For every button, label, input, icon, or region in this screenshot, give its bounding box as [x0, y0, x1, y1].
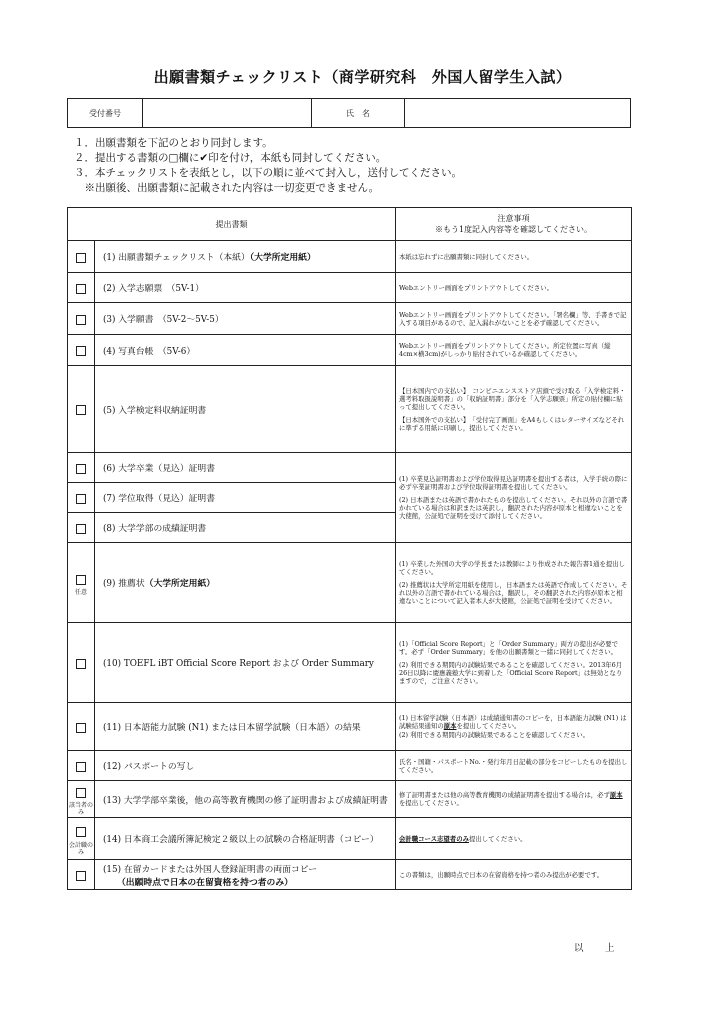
checkbox[interactable]	[76, 788, 86, 798]
table-row	[68, 781, 632, 818]
instruction-line: ※出願後、出願書類に記載された内容は一切変更できません。	[74, 182, 380, 194]
table-row	[68, 366, 632, 453]
checklist-table	[67, 207, 632, 890]
table-row	[68, 703, 632, 751]
table-row	[68, 623, 632, 703]
document-label: (13) 大学学部卒業後，他の高等教育機関の修了証明書および成績証明書	[103, 795, 388, 806]
checkbox[interactable]	[76, 346, 86, 356]
table-row	[68, 818, 632, 860]
eligibility-label: 該当者のみ	[69, 802, 94, 816]
document-label: (5) 入学検定料収納証明書	[103, 405, 207, 416]
note-text: Webエントリー画面をプリントアウトしてください。所定位置に写真（縦4cm×横3cm)がしっかり貼付されているか確認してください。	[399, 342, 611, 358]
note-text: 氏名・国籍・パスポートNo.・発行年月日記載の部分をコピーしたものを提出してください。	[399, 757, 628, 774]
checkbox[interactable]	[76, 524, 86, 534]
note-text: この書類は，出願時点で日本の在留資格を持つ者のみ提出が必要です。	[399, 870, 603, 879]
instruction-line: ２．提出する書類の□欄に✔印を付け，本紙も同封してください。	[74, 152, 387, 164]
document-label-bold: （大学所定用紙）	[144, 579, 216, 589]
instruction-line: １．出願書類を下記のとおり同封します。	[74, 137, 273, 149]
document-label: (12) パスポートの写し	[103, 762, 195, 772]
table-row	[68, 335, 632, 366]
checkbox[interactable]	[76, 464, 86, 474]
table-row	[68, 751, 632, 781]
name-label: 氏 名	[312, 99, 405, 128]
footer-end-mark: 以 上	[574, 943, 621, 954]
checkbox[interactable]	[76, 575, 86, 585]
instructions	[74, 136, 462, 196]
note-text: (2) 日本語または英語で書かれたものを提出してください。それ以外の言語で書かれている場合は和訳または英訳し，翻訳された内容が原本と相違ないことを大使館，公証処で証明を受けて添付してください。	[399, 496, 628, 520]
notes-header-sub: ※もう1度記入内容等を確認してください。	[434, 225, 593, 234]
eligibility-label: 会計職のみ	[69, 841, 94, 856]
checkbox[interactable]	[76, 762, 86, 772]
table-row	[68, 241, 632, 273]
checkbox[interactable]	[76, 315, 86, 325]
document-label: (8) 大学学部の成績証明書	[103, 524, 207, 534]
note-text: 【日本国外での支払い】 「受付完了画面」をA4もしくはレターサイズなどそれに準ずる用紙に印刷し，提出してください。	[399, 415, 625, 432]
note-text: 提出してください。	[468, 834, 527, 843]
checkbox[interactable]	[76, 871, 86, 881]
document-label: (7) 学位取得（見込）証明書	[103, 494, 216, 504]
note-emphasis: 原本	[609, 791, 623, 799]
document-label: (10) TOEFL iBT Official Score Report および Order Summary	[103, 659, 374, 669]
instruction-line: ３．本チェックリストを表紙とし，以下の順に並べて封入し，送付してください。	[74, 167, 462, 179]
note-text: (2) 推薦状は大学所定用紙を使用し，日本語または英語で作成してください。それ以外の言語で書かれている場合は，翻訳し，その翻訳された内容が原本と相違ないことについて記入者本人が大使館，公証処で証明を受けてください。	[399, 581, 628, 605]
note-text: 【日本国内での支払い】 コンビニエンスストア店頭で受け取る「入学検定料・選考料取扱説明書」の「収納証明書」部分を「入学志願票」所定の貼付欄に貼って提出してください。	[399, 386, 626, 411]
name-field[interactable]	[405, 99, 631, 128]
document-label: (2) 入学志願票 （5V-1）	[103, 284, 204, 294]
table-row	[68, 860, 632, 890]
checkbox[interactable]	[76, 827, 86, 837]
note-text: を提出してください。	[399, 799, 463, 807]
note-emphasis: 原本	[443, 722, 457, 730]
applicant-info-table	[67, 98, 631, 128]
checkbox[interactable]	[76, 723, 86, 733]
document-label: (11) 日本語能力試験 (N1) または日本留学試験（日本語）の結果	[103, 723, 361, 733]
checkbox[interactable]	[76, 253, 86, 263]
optional-label: 任意	[74, 589, 87, 596]
table-row	[68, 273, 632, 303]
document-label: (3) 入学願書 （5V-2～5V-5）	[103, 315, 224, 325]
document-label: (15) 在留カードまたは外国人登録証明書の両面コピー	[103, 864, 318, 875]
page-title: 出願書類チェックリスト（商学研究科 外国人留学生入試）	[153, 68, 572, 86]
receipt-number-field[interactable]	[143, 99, 312, 128]
receipt-number-label: 受付番号	[68, 99, 143, 128]
document-label: (4) 写真台帳 （5V-6）	[103, 346, 196, 357]
document-label-bold: （出願時点で日本の在留資格を持つ者のみ）	[117, 877, 293, 888]
table-row	[68, 303, 632, 335]
note-emphasis: 会計職コース志望者のみ	[399, 834, 469, 843]
note-text: Webエントリー画面をプリントアウトしてください。	[399, 283, 554, 292]
document-label-bold: （大学所定用紙）	[249, 253, 316, 263]
note-text: (1) 卒業見込証明書および学位取得見込証明書を提出する者は，入学手続の際に必ず卒業証明書および学位取得証明書を提出してください。	[399, 475, 628, 491]
note-text: Webエントリー画面をプリントアウトしてください。「署名欄」等、手書きで記入する項目があるので、記入漏れがないことを必ず確認してください。	[399, 310, 627, 327]
document-label: (1) 出願書類チェックリスト（本紙）	[103, 253, 250, 263]
table-row	[68, 543, 632, 623]
note-text: (1)「Official Score Report」と「Order Summary」両方の提出が必要です。必ず「Order Summary」を他の出願書類と一緒に同封してください。	[399, 640, 619, 656]
checkbox[interactable]	[76, 405, 86, 415]
note-text: (1) 卒業した外国の大学の学長または教師により作成された報告書1通を提出してください。	[399, 560, 626, 576]
note-text: (2) 利用できる期間内の試験結果であることを確認してください。	[399, 731, 590, 739]
note-text: を提出してください。	[456, 722, 521, 730]
checkbox[interactable]	[76, 494, 86, 504]
document-label: (6) 大学卒業（見込）証明書	[103, 464, 216, 474]
checkbox[interactable]	[76, 284, 86, 294]
notes-header	[396, 208, 632, 241]
notes-header-title: 注意事項	[497, 214, 530, 223]
note-text: (2) 利用できる期間内の試験結果であることを確認してください。2013年6月26日以降に慶應義塾大学に到着した「Official Score Report」は無効となりますので，ご注意ください。	[399, 661, 623, 685]
note-text: 本紙は忘れずに出願書類に同封してください。	[399, 252, 534, 261]
document-label: (14) 日本商工会議所簿記検定２級以上の試験の合格証明書（コピー）	[103, 835, 379, 845]
documents-header: 提出書類	[68, 208, 396, 241]
note-text: 修了証明書または他の高等教育機関の成績証明書を提出する場合は，必ず	[399, 791, 610, 799]
table-row	[68, 453, 632, 483]
note-text: (1) 日本留学試験（日本語）は成績通知書のコピーを，日本語能力試験 (N1) は試験結果通知の	[399, 714, 627, 730]
document-label: (9) 推薦状	[103, 579, 145, 589]
checkbox[interactable]	[76, 659, 86, 669]
